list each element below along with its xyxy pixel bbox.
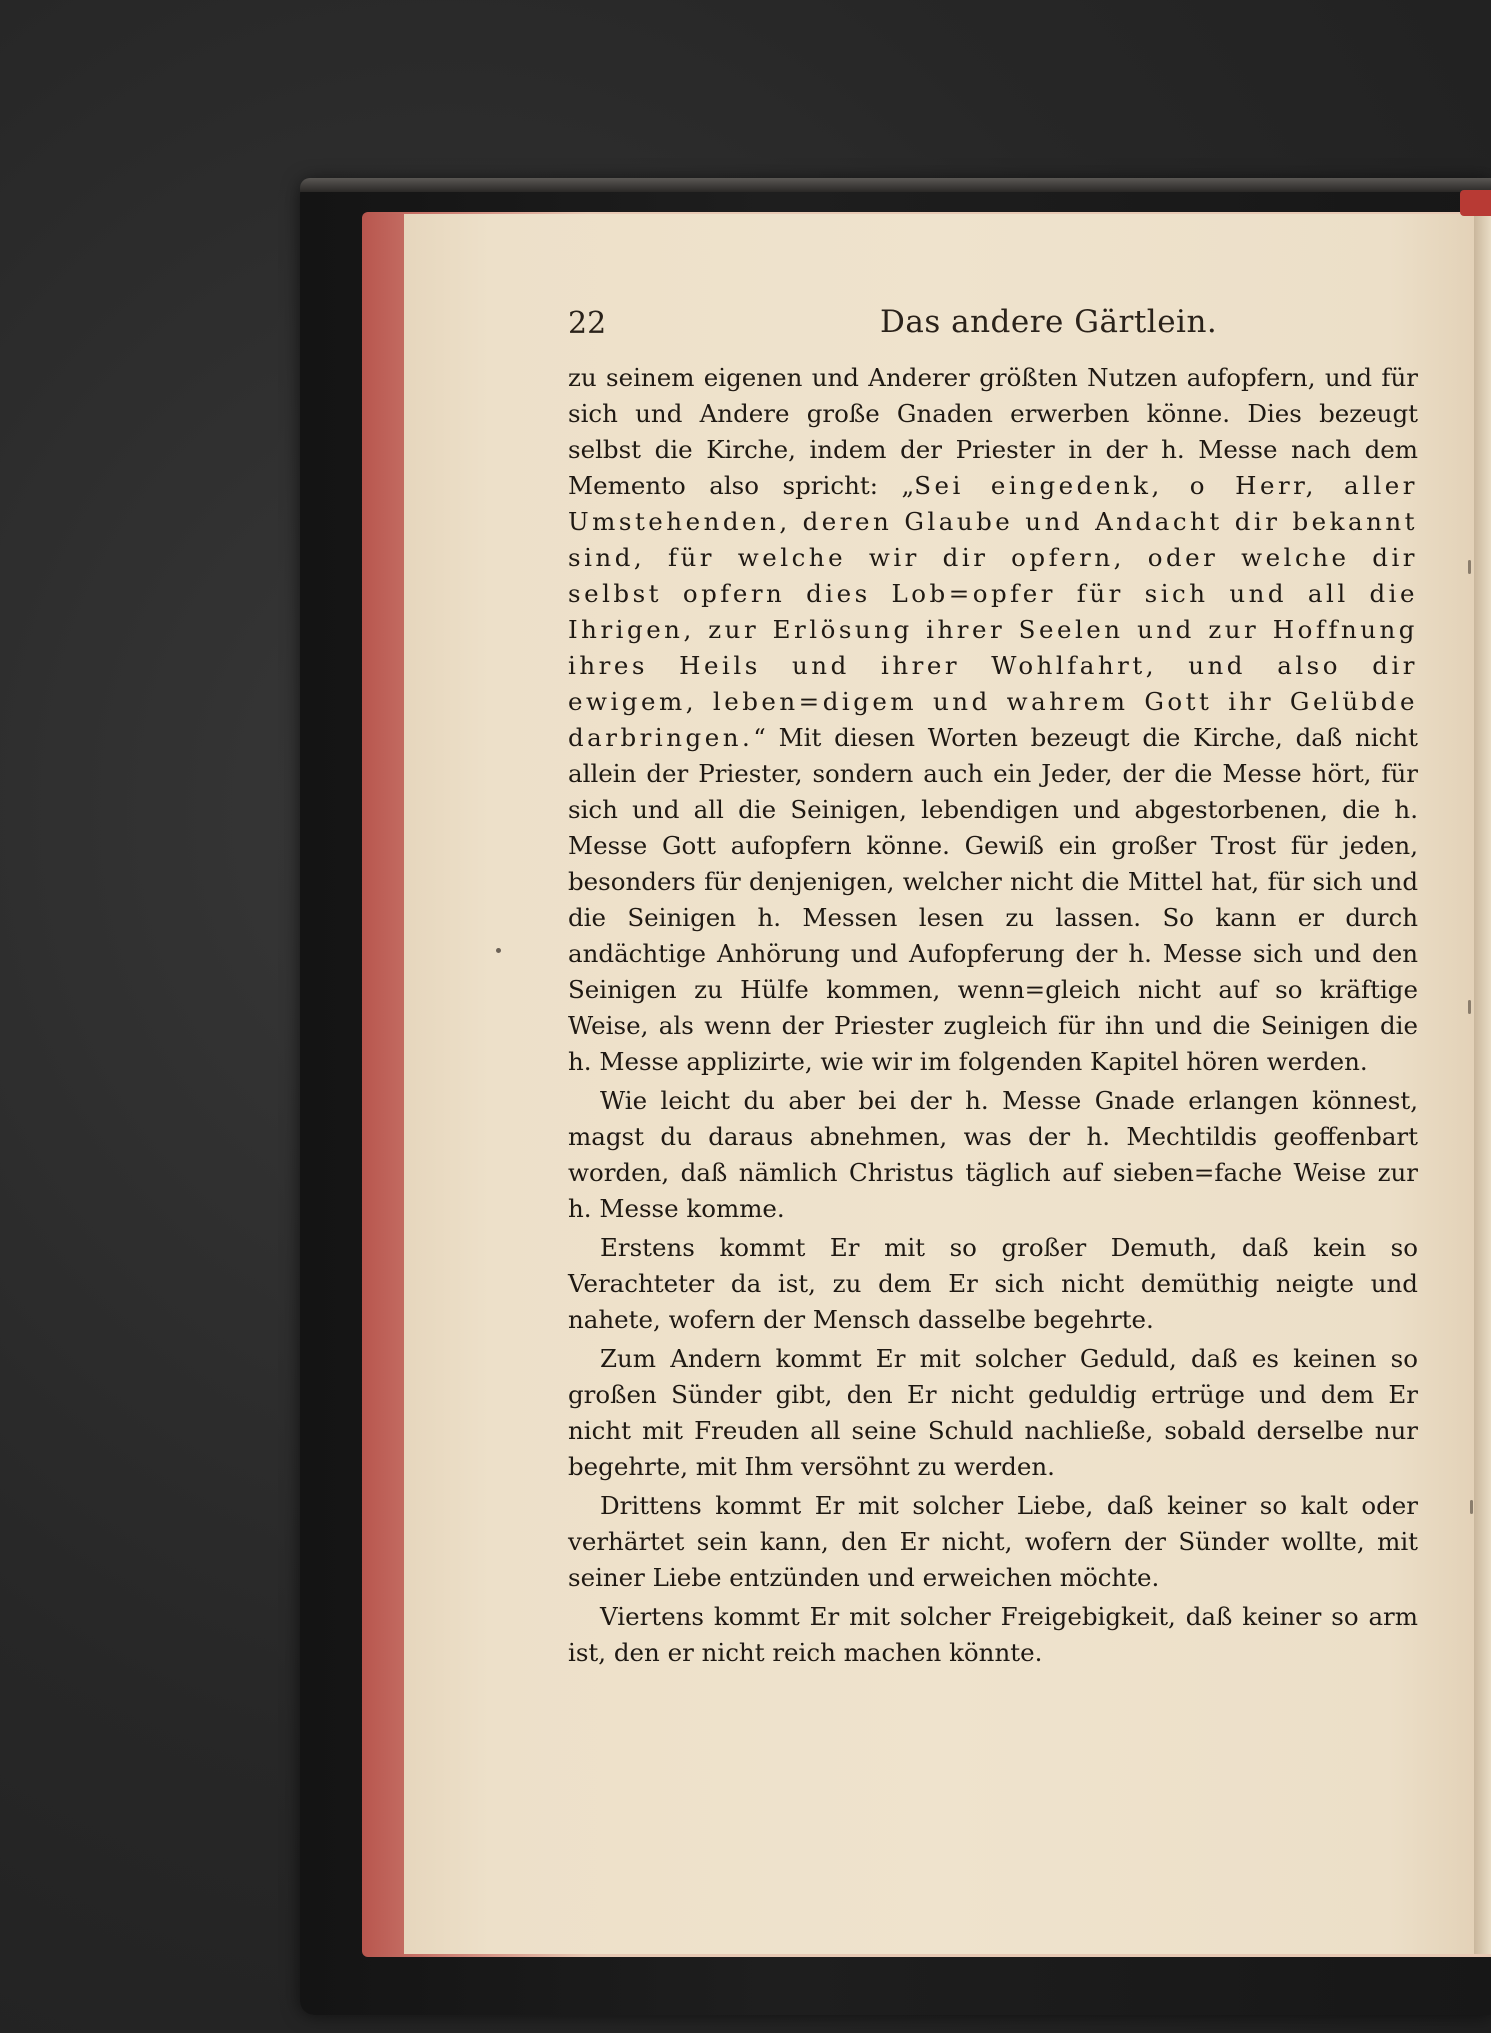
body-text [568,360,1418,1674]
text-segment: Wie leicht du aber bei der h. Messe Gnade erlangen könnest, magst du daraus abnehmen, was der h. Mechtildis geoffenbart worden, daß nämlich Christus täglich auf sieben=fache Weise zur h. Messe komme. [568,1086,1418,1223]
paragraph [568,1488,1418,1596]
next-page-edge [1474,214,1491,1954]
page-header [568,300,1418,348]
text-segment: “ Mit diesen Worten bezeugt die Kirche, daß nicht allein der Priester, sondern auch ein Jeder, der die Messe hört, für sich und all die Seinigen, lebendigen und abgestorbenen, die h. Messe Gott aufopfern könne. Gewiß ein großer Trost für jeden, besonders für denjenigen, welcher nicht die Mittel hat, für sich und die Seinigen h. Messen lesen zu lassen. So kann er durch andächtige Anhörung und Aufopferung der h. Messe sich und den Seinigen zu Hülfe kommen, wenn=gleich nicht auf so kräftige Weise, als wenn der Priester zugleich für ihn und die Seinigen die h. Messe applizirte, wie wir im folgenden Kapitel hören werden. [568,723,1418,1076]
paragraph [568,360,1418,1080]
text-segment: Drittens kommt Er mit solcher Liebe, daß keiner so kalt oder verhärtet sein kann, den Er nicht, wofern der Sünder wollte, mit seiner Liebe entzünden und erweichen möchte. [568,1491,1418,1592]
text-segment: zu seinem eigenen und Anderer größten Nutzen aufopfern, und für sich und Andere große Gnaden erwerben könne. Dies bezeugt selbst die Kirche, indem der Priester in der h. Messe nach dem Memento also spricht: „ [568,363,1418,500]
book-cover-edge [300,178,1491,192]
text-segment: Viertens kommt Er mit solcher Freigebigkeit, daß keiner so arm ist, den er nicht reich machen könnte. [568,1602,1418,1667]
paragraph [568,1599,1418,1671]
bookmark-ribbon [1460,190,1491,216]
edge-mark [1470,1500,1473,1514]
page-number: 22 [568,306,607,341]
paragraph [568,1230,1418,1338]
paragraph [568,1341,1418,1485]
edge-mark [1468,560,1471,574]
text-segment: Erstens kommt Er mit so großer Demuth, daß kein so Verachteter da ist, zu dem Er sich nicht demüthig neigte und nahete, wofern der Mensch dasselbe begehrte. [568,1233,1418,1334]
edge-mark [1468,1000,1471,1014]
pencil-mark [496,948,501,953]
paragraph [568,1083,1418,1227]
running-head: Das andere Gärtlein. [880,304,1218,340]
quoted-prayer: Sei eingedenk, o Herr, aller Umstehenden, deren Glaube und Andacht dir bekannt sind, für welche wir dir opfern, oder welche dir selbst opfern dies Lob=opfer für sich und all die Ihrigen, zur Erlösung ihrer Seelen und zur Hoffnung ihres Heils und ihrer Wohlfahrt, und also dir ewigem, leben=digem und wahrem Gott ihr Gelübde darbringen. [568,471,1418,752]
text-segment: Zum Andern kommt Er mit solcher Geduld, daß es keinen so großen Sünder gibt, den Er nicht geduldig ertrüge und dem Er nicht mit Freuden all seine Schuld nachließe, sobald derselbe nur begehrte, mit Ihm versöhnt zu werden. [568,1344,1418,1481]
